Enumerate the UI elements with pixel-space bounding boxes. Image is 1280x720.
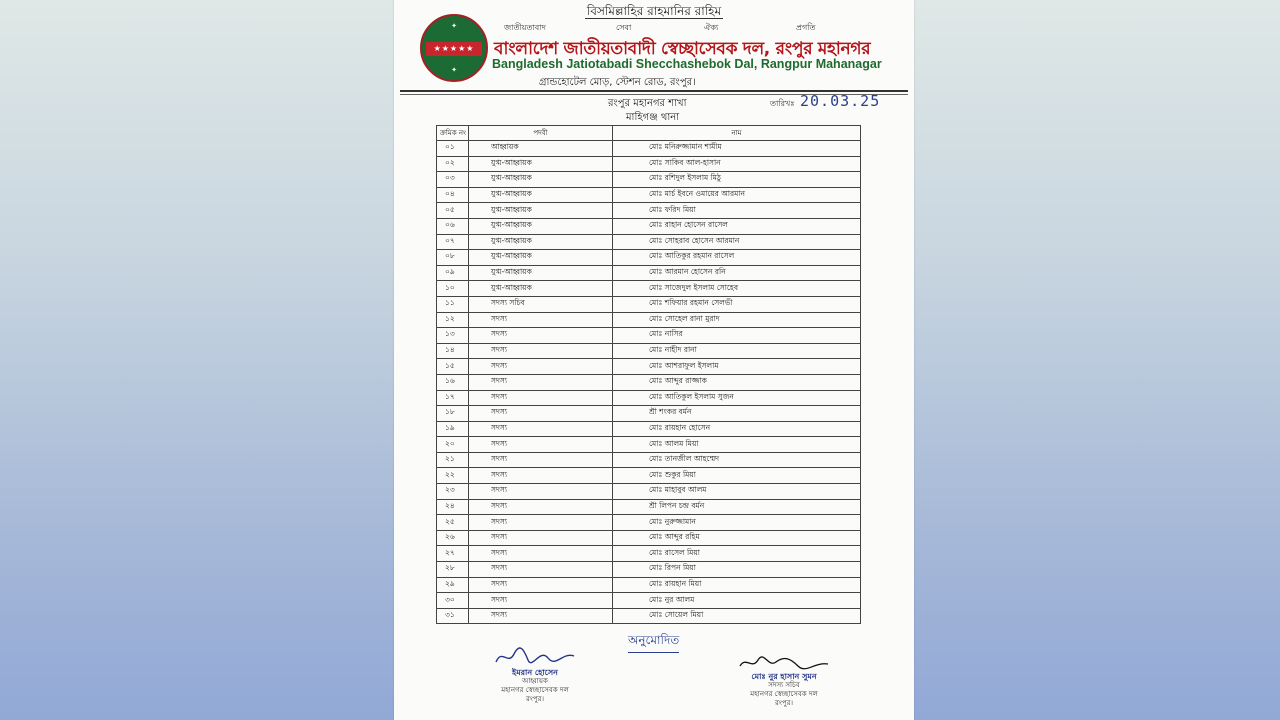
name-cell: মোঃ রায়হান মিয়া: [613, 577, 861, 593]
header-designation: পদবী: [469, 126, 613, 141]
name-cell: মোঃ রাহান হোসেন রাসেল: [613, 218, 861, 234]
designation-cell: সদস্য: [469, 390, 613, 406]
signatory-right-city: রংপুর।: [775, 699, 793, 707]
designation-cell: সদস্য: [469, 328, 613, 344]
name-cell: মোঃ রাসেল মিয়া: [613, 546, 861, 562]
table-row: [437, 218, 861, 234]
table-row: [437, 141, 861, 157]
name-cell: মোঃ আশরাফুল ইসলাম: [613, 359, 861, 375]
serial-cell: ১৪: [437, 343, 469, 359]
signatory-left-org: মহানগর স্বেচ্ছাসেবক দল: [501, 686, 569, 694]
serial-cell: ০৬: [437, 218, 469, 234]
serial-cell: ১৮: [437, 406, 469, 422]
serial-cell: ২৫: [437, 515, 469, 531]
serial-cell: ১৬: [437, 374, 469, 390]
designation-cell: সদস্য সচিব: [469, 296, 613, 312]
name-cell: মোঃ মার্চ ইবনে ওমায়ের আরমান: [613, 187, 861, 203]
date-label: তারিখঃ: [770, 99, 795, 108]
name-cell: মোঃ আতিকুর রহমান রাসেল: [613, 250, 861, 266]
table-row: [437, 156, 861, 172]
designation-cell: যুগ্ম-আহ্বায়ক: [469, 281, 613, 297]
branch-name: রংপুর মহানগর শাখা: [608, 98, 687, 109]
serial-cell: ২৯: [437, 577, 469, 593]
name-cell: মোঃ আতিকুল ইসলাম সুজন: [613, 390, 861, 406]
designation-cell: যুগ্ম-আহ্বায়ক: [469, 234, 613, 250]
designation-cell: সদস্য: [469, 359, 613, 375]
name-cell: মোঃ আব্দুর রহিম: [613, 530, 861, 546]
bismillah-heading: বিসমিল্লাহির রাহমানির রাহিম: [586, 4, 722, 18]
serial-cell: ০২: [437, 156, 469, 172]
name-cell: মোঃ রিপন মিয়া: [613, 562, 861, 578]
designation-cell: সদস্য: [469, 374, 613, 390]
org-title-english: Bangladesh Jatiotabadi Shecchashebok Dal, Rangpur Mahanagar: [492, 57, 882, 71]
table-row: [437, 234, 861, 250]
org-title-bengali: বাংলাদেশ জাতীয়তাবাদী স্বেচ্ছাসেবক দল, রংপুর মহানগর: [494, 39, 871, 59]
party-logo: [420, 14, 488, 82]
designation-cell: সদস্য: [469, 608, 613, 624]
table-row: [437, 187, 861, 203]
serial-cell: ২৩: [437, 484, 469, 500]
name-cell: মোঃ আরমান হোসেন রনি: [613, 265, 861, 281]
table-row: [437, 374, 861, 390]
designation-cell: সদস্য: [469, 515, 613, 531]
name-cell: শ্রী শংকর বর্মন: [613, 406, 861, 422]
signature-block-left: [480, 646, 590, 704]
serial-cell: ২০: [437, 437, 469, 453]
name-cell: মোঃ শফিয়ার রহমান সেলভী: [613, 296, 861, 312]
serial-cell: ০৩: [437, 172, 469, 188]
motto-1: জাতীয়তাবাদ: [504, 23, 546, 32]
signatory-right-org: মহানগর স্বেচ্ছাসেবক দল: [750, 690, 818, 698]
org-address: গ্রান্ডহোটেল মোড়, স্টেশন রোড, রংপুর।: [539, 77, 696, 88]
table-row: [437, 468, 861, 484]
designation-cell: যুগ্ম-আহ্বায়ক: [469, 250, 613, 266]
designation-cell: সদস্য: [469, 343, 613, 359]
serial-cell: ০৫: [437, 203, 469, 219]
date-value: 20.03.25: [800, 92, 881, 110]
signatory-left-name: ইমরান হোসেন: [512, 668, 558, 677]
table-row: [437, 390, 861, 406]
name-cell: মোঃ নুরুজ্জামান: [613, 515, 861, 531]
table-row: [437, 421, 861, 437]
serial-cell: ২৪: [437, 499, 469, 515]
table-row: [437, 281, 861, 297]
serial-cell: ১০: [437, 281, 469, 297]
table-row: [437, 515, 861, 531]
serial-cell: ১৯: [437, 421, 469, 437]
header-name: নাম: [613, 126, 861, 141]
serial-cell: ৩০: [437, 593, 469, 609]
serial-cell: ০৮: [437, 250, 469, 266]
table-row: [437, 312, 861, 328]
signatory-left-city: রংপুর।: [526, 695, 544, 703]
name-cell: মোঃ নুর আলম: [613, 593, 861, 609]
committee-table: [436, 125, 861, 624]
designation-cell: সদস্য: [469, 468, 613, 484]
name-cell: মোঃ তানজীল আহম্মেদ: [613, 452, 861, 468]
table-row: [437, 359, 861, 375]
motto-3: ঐক্য: [704, 23, 719, 32]
name-cell: মোঃ সাজেদুল ইসলাম সোহেব: [613, 281, 861, 297]
table-row: [437, 343, 861, 359]
designation-cell: আহ্বায়ক: [469, 141, 613, 157]
name-cell: মোঃ মনিরুজ্জামান শামীম: [613, 141, 861, 157]
header-serial: ক্রমিক নং: [437, 126, 469, 141]
serial-cell: ০৭: [437, 234, 469, 250]
designation-cell: যুগ্ম-আহ্বায়ক: [469, 218, 613, 234]
signatory-left-title: আহ্বায়ক: [522, 677, 548, 685]
designation-cell: সদস্য: [469, 562, 613, 578]
designation-cell: সদস্য: [469, 421, 613, 437]
table-row: [437, 406, 861, 422]
designation-cell: সদস্য: [469, 499, 613, 515]
name-cell: মোঃ নাহীদ রানা: [613, 343, 861, 359]
table-row: [437, 530, 861, 546]
designation-cell: সদস্য: [469, 530, 613, 546]
table-row: [437, 593, 861, 609]
designation-cell: যুগ্ম-আহ্বায়ক: [469, 156, 613, 172]
designation-cell: সদস্য: [469, 577, 613, 593]
table-row: [437, 484, 861, 500]
name-cell: মোঃ রশিদুল ইসলাম মিঠু: [613, 172, 861, 188]
signature-left-icon: [490, 646, 580, 668]
name-cell: মোঃ সোহরাব হোসেন আরমান: [613, 234, 861, 250]
table-row: [437, 265, 861, 281]
designation-cell: সদস্য: [469, 484, 613, 500]
motto-4: প্রগতি: [796, 23, 816, 32]
signature-block-right: [724, 654, 844, 708]
designation-cell: যুগ্ম-আহ্বায়ক: [469, 172, 613, 188]
serial-cell: ০১: [437, 141, 469, 157]
serial-cell: ০৪: [437, 187, 469, 203]
serial-cell: ০৯: [437, 265, 469, 281]
serial-cell: ১৩: [437, 328, 469, 344]
name-cell: মোঃ সোয়েল মিয়া: [613, 608, 861, 624]
document-sheet: [394, 0, 914, 720]
motto-2: সেবা: [616, 23, 632, 32]
table-row: [437, 437, 861, 453]
logo-ring-top: ✦: [451, 22, 457, 30]
table-row: [437, 499, 861, 515]
table-row: [437, 203, 861, 219]
signatory-right-name: মোঃ নুর হাসান সুমন: [751, 672, 817, 681]
logo-ring-bottom: ✦: [451, 66, 457, 74]
motto-row: [504, 22, 834, 34]
serial-cell: ১২: [437, 312, 469, 328]
name-cell: মোঃ আব্দুর রাজ্জাক: [613, 374, 861, 390]
name-cell: শ্রী লিপন চন্দ্র বর্মন: [613, 499, 861, 515]
serial-cell: ২১: [437, 452, 469, 468]
serial-cell: ২৮: [437, 562, 469, 578]
thana-name: মাহিগঞ্জ থানা: [626, 112, 680, 123]
designation-cell: যুগ্ম-আহ্বায়ক: [469, 187, 613, 203]
designation-cell: সদস্য: [469, 546, 613, 562]
name-cell: মোঃ সোহেল রানা মুরাদ: [613, 312, 861, 328]
name-cell: মোঃ নাসির: [613, 328, 861, 344]
table-row: [437, 296, 861, 312]
table-row: [437, 562, 861, 578]
logo-stars-band: ★★★★★: [426, 42, 482, 56]
designation-cell: সদস্য: [469, 593, 613, 609]
designation-cell: যুগ্ম-আহ্বায়ক: [469, 265, 613, 281]
name-cell: মোঃ রায়হান হোসেন: [613, 421, 861, 437]
name-cell: মোঃ ফরিদ মিয়া: [613, 203, 861, 219]
designation-cell: সদস্য: [469, 452, 613, 468]
designation-cell: যুগ্ম-আহ্বায়ক: [469, 203, 613, 219]
table-row: [437, 172, 861, 188]
signatory-right-title: সদস্য সচিব: [768, 681, 800, 689]
name-cell: মোঃ আলম মিয়া: [613, 437, 861, 453]
serial-cell: ২২: [437, 468, 469, 484]
table-body: [437, 141, 861, 624]
designation-cell: সদস্য: [469, 406, 613, 422]
table-row: [437, 577, 861, 593]
signature-right-icon: [736, 654, 832, 672]
serial-cell: ২৭: [437, 546, 469, 562]
serial-cell: ৩১: [437, 608, 469, 624]
designation-cell: সদস্য: [469, 312, 613, 328]
table-row: [437, 328, 861, 344]
table-row: [437, 452, 861, 468]
serial-cell: ২৬: [437, 530, 469, 546]
serial-cell: ১৭: [437, 390, 469, 406]
designation-cell: সদস্য: [469, 437, 613, 453]
table-row: [437, 546, 861, 562]
name-cell: মোঃ শুকুর মিয়া: [613, 468, 861, 484]
name-cell: মোঃ সাকিব আল-হাসান: [613, 156, 861, 172]
serial-cell: ১১: [437, 296, 469, 312]
serial-cell: ১৫: [437, 359, 469, 375]
table-header-row: [437, 126, 861, 141]
approved-label: অনুমোদিত: [628, 632, 679, 653]
table-row: [437, 250, 861, 266]
table-row: [437, 608, 861, 624]
name-cell: মোঃ মাহাবুব আলম: [613, 484, 861, 500]
